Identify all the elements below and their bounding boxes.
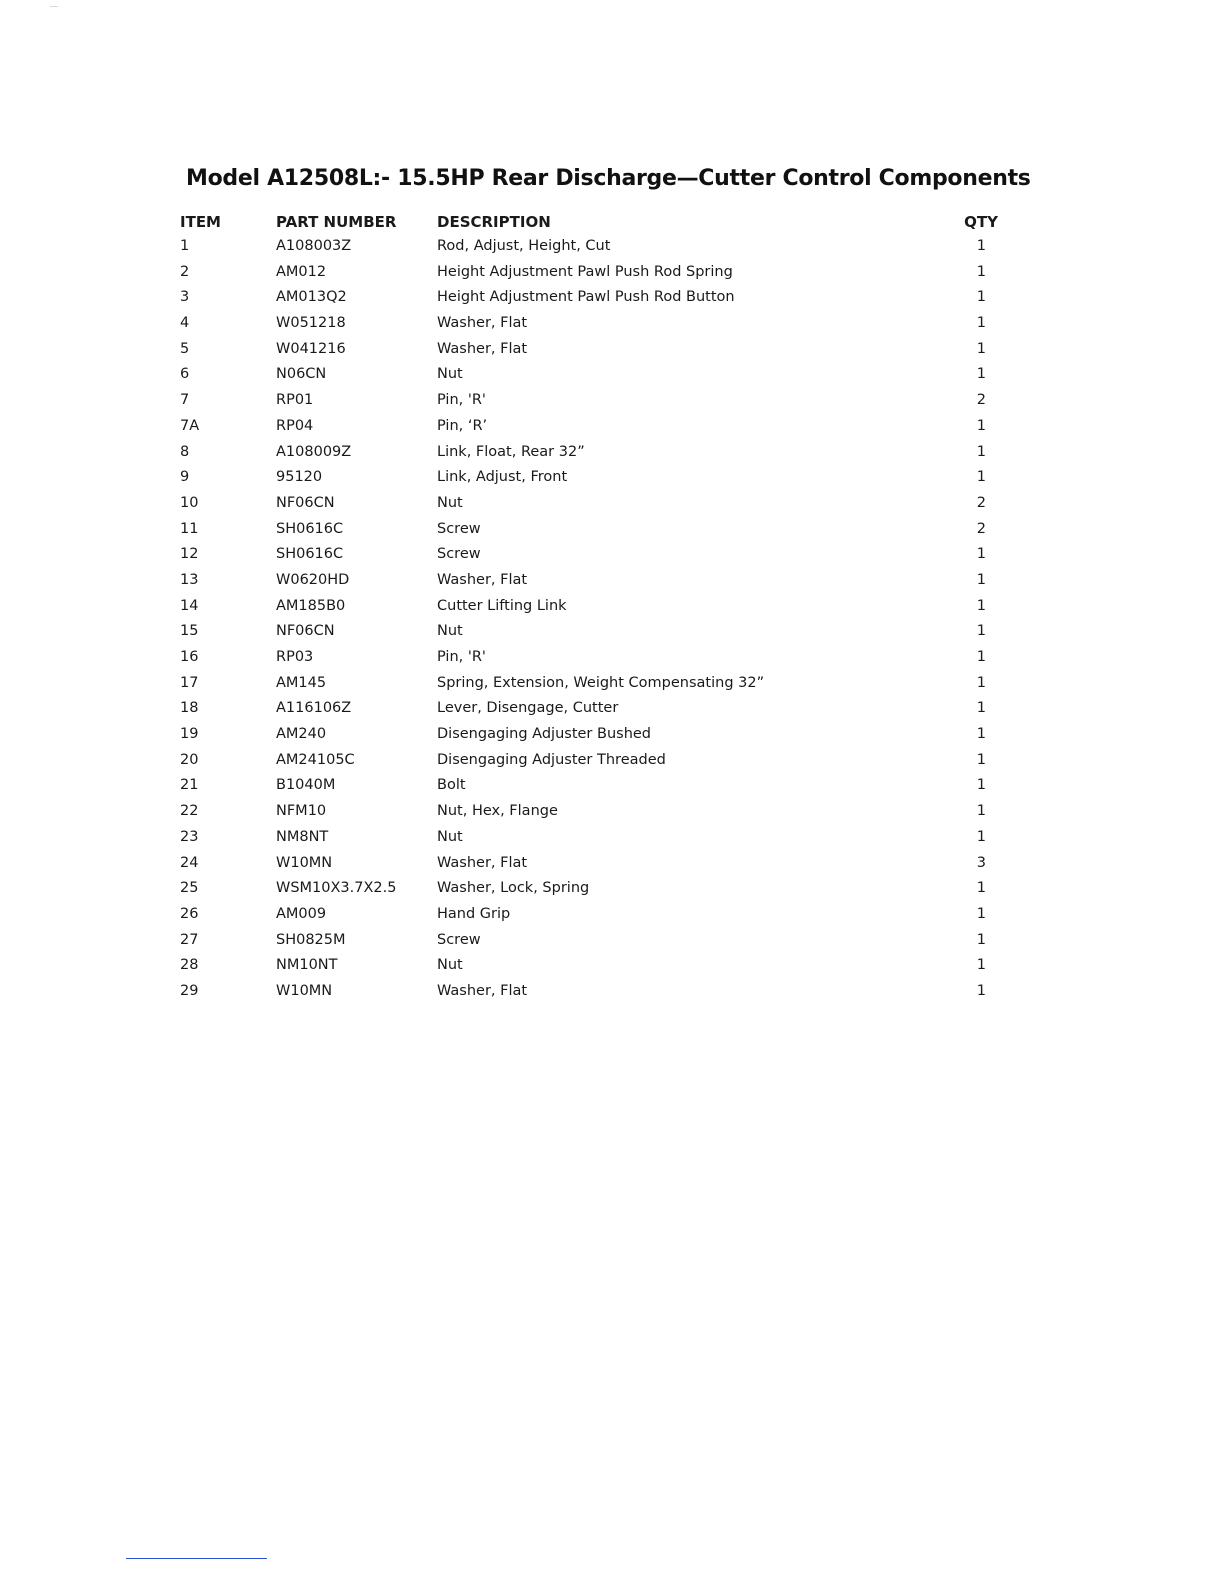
table-row [180, 696, 1000, 722]
table-row [180, 748, 1000, 774]
item-cell: 1 [180, 238, 190, 254]
description-cell: Spring, Extension, Weight Compensating 32” [437, 674, 765, 691]
column-header-item: ITEM [180, 213, 221, 231]
qty-cell: 1 [976, 751, 986, 768]
item-cell: 7 [180, 392, 190, 409]
item-cell: 22 [180, 803, 199, 820]
description-cell: Hand Grip [437, 905, 511, 922]
qty-cell: 1 [976, 469, 986, 486]
part-number-cell: W10MN [276, 854, 333, 871]
description-cell: Link, Float, Rear 32” [437, 443, 585, 460]
qty-cell: 1 [976, 340, 986, 357]
item-cell: 15 [180, 623, 199, 640]
description-cell: Pin, 'R' [437, 649, 486, 665]
table-row [180, 465, 1000, 491]
table-row [180, 311, 1000, 337]
qty-cell: 2 [976, 520, 986, 537]
item-cell: 10 [180, 494, 199, 511]
part-number-cell: SH0616C [276, 520, 344, 537]
description-cell: Nut [437, 828, 463, 845]
qty-cell: 1 [976, 289, 986, 306]
description-cell: Height Adjustment Pawl Push Rod Button [437, 289, 735, 306]
item-cell: 4 [180, 315, 190, 332]
item-cell: 2 [180, 263, 190, 280]
description-cell: Washer, Flat [437, 315, 528, 332]
part-number-cell: RP03 [276, 649, 314, 665]
qty-cell: 1 [976, 777, 986, 794]
description-cell: Washer, Flat [437, 982, 528, 999]
qty-cell: 1 [976, 649, 986, 665]
item-cell: 8 [180, 443, 190, 460]
description-cell: Height Adjustment Pawl Push Rod Spring [437, 263, 733, 280]
part-number-cell: AM012 [276, 263, 327, 280]
item-cell: 23 [180, 828, 199, 845]
table-row [180, 799, 1000, 825]
description-cell: Screw [437, 520, 481, 537]
item-cell: 17 [180, 674, 199, 691]
qty-cell: 1 [976, 571, 986, 588]
part-number-cell: 95120 [276, 469, 323, 486]
item-cell: 28 [180, 957, 199, 974]
item-cell: 25 [180, 880, 199, 897]
item-cell: 14 [180, 597, 199, 614]
table-row [180, 594, 1000, 620]
table-row [180, 876, 1000, 902]
page-title: Model A12508L:- 15.5HP Rear Discharge—Cutter Control Components [186, 166, 1031, 191]
part-number-cell: AM24105C [276, 751, 355, 768]
part-number-cell: AM145 [276, 674, 327, 691]
part-number-cell: AM013Q2 [276, 289, 347, 306]
part-number-cell: AM185B0 [276, 597, 346, 614]
description-cell: Nut [437, 366, 463, 383]
part-number-cell: A108009Z [276, 443, 352, 460]
item-cell: 29 [180, 982, 199, 999]
part-number-cell: RP04 [276, 417, 314, 434]
description-cell: Bolt [437, 777, 466, 794]
table-row [180, 953, 1000, 979]
qty-cell: 2 [976, 494, 986, 511]
part-number-cell: NFM10 [276, 803, 327, 820]
part-number-cell: SH0616C [276, 546, 344, 563]
table-row [180, 285, 1000, 311]
table-row [180, 517, 1000, 543]
table-row [180, 491, 1000, 517]
item-cell: 13 [180, 571, 199, 588]
description-cell: Nut [437, 957, 463, 974]
item-cell: 24 [180, 854, 199, 871]
qty-cell: 1 [976, 417, 986, 434]
item-cell: 11 [180, 520, 199, 537]
description-cell: Washer, Flat [437, 571, 528, 588]
table-row [180, 851, 1000, 877]
description-cell: Screw [437, 931, 481, 948]
description-cell: Lever, Disengage, Cutter [437, 700, 619, 717]
qty-cell: 1 [976, 443, 986, 460]
item-cell: 7A [180, 417, 200, 434]
column-header-qty: QTY [964, 213, 998, 231]
qty-cell: 1 [976, 238, 986, 254]
description-cell: Washer, Flat [437, 340, 528, 357]
footer-rule [126, 1558, 267, 1559]
item-cell: 3 [180, 289, 190, 306]
table-row [180, 337, 1000, 363]
table-row [180, 568, 1000, 594]
qty-cell: 1 [976, 803, 986, 820]
item-cell: 16 [180, 649, 199, 665]
table-row [180, 234, 1000, 260]
item-cell: 20 [180, 751, 199, 768]
table-row [180, 542, 1000, 568]
item-cell: 6 [180, 366, 190, 383]
part-number-cell: A108003Z [276, 238, 352, 254]
column-header-part-number: PART NUMBER [276, 213, 397, 231]
qty-cell: 1 [976, 905, 986, 922]
table-row [180, 979, 1000, 1005]
table-row [180, 260, 1000, 286]
column-header-description: DESCRIPTION [437, 213, 551, 231]
description-cell: Pin, ‘R’ [437, 417, 488, 434]
qty-cell: 1 [976, 880, 986, 897]
item-cell: 18 [180, 700, 199, 717]
table-row [180, 902, 1000, 928]
table-body [180, 234, 1000, 1005]
qty-cell: 3 [976, 854, 986, 871]
table-row [180, 645, 1000, 671]
part-number-cell: B1040M [276, 777, 336, 794]
part-number-cell: A116106Z [276, 700, 352, 717]
part-number-cell: SH0825M [276, 931, 346, 948]
part-number-cell: W051218 [276, 315, 346, 332]
description-cell: Cutter Lifting Link [437, 597, 567, 614]
part-number-cell: AM240 [276, 726, 327, 743]
part-number-cell: NM8NT [276, 828, 329, 845]
scan-mark [50, 6, 58, 7]
qty-cell: 1 [976, 674, 986, 691]
part-number-cell: NF06CN [276, 623, 335, 640]
part-number-cell: NF06CN [276, 494, 335, 511]
table-row [180, 388, 1000, 414]
qty-cell: 1 [976, 931, 986, 948]
description-cell: Screw [437, 546, 481, 563]
description-cell: Disengaging Adjuster Threaded [437, 751, 666, 768]
part-number-cell: NM10NT [276, 957, 338, 974]
description-cell: Pin, 'R' [437, 392, 486, 409]
description-cell: Nut, Hex, Flange [437, 803, 558, 820]
qty-cell: 1 [976, 700, 986, 717]
item-cell: 26 [180, 905, 199, 922]
qty-cell: 1 [976, 828, 986, 845]
qty-cell: 1 [976, 957, 986, 974]
item-cell: 5 [180, 340, 190, 357]
qty-cell: 1 [976, 366, 986, 383]
table-header-row [180, 210, 1000, 234]
qty-cell: 1 [976, 315, 986, 332]
part-number-cell: WSM10X3.7X2.5 [276, 880, 397, 897]
table-row [180, 414, 1000, 440]
table-row [180, 362, 1000, 388]
table-row [180, 928, 1000, 954]
parts-table [180, 210, 1000, 1005]
item-cell: 9 [180, 469, 190, 486]
description-cell: Washer, Flat [437, 854, 528, 871]
description-cell: Washer, Lock, Spring [437, 880, 590, 897]
qty-cell: 1 [976, 726, 986, 743]
description-cell: Link, Adjust, Front [437, 469, 568, 486]
part-number-cell: N06CN [276, 366, 327, 383]
table-row [180, 671, 1000, 697]
part-number-cell: AM009 [276, 905, 327, 922]
description-cell: Nut [437, 623, 463, 640]
qty-cell: 1 [976, 623, 986, 640]
part-number-cell: RP01 [276, 392, 314, 409]
qty-cell: 1 [976, 263, 986, 280]
description-cell: Disengaging Adjuster Bushed [437, 726, 652, 743]
qty-cell: 2 [976, 392, 986, 409]
table-row [180, 773, 1000, 799]
part-number-cell: W10MN [276, 982, 333, 999]
table-row [180, 619, 1000, 645]
item-cell: 21 [180, 777, 199, 794]
qty-cell: 1 [976, 982, 986, 999]
table-row [180, 440, 1000, 466]
description-cell: Nut [437, 494, 463, 511]
item-cell: 12 [180, 546, 199, 563]
item-cell: 19 [180, 726, 199, 743]
qty-cell: 1 [976, 546, 986, 563]
qty-cell: 1 [976, 597, 986, 614]
table-row [180, 722, 1000, 748]
description-cell: Rod, Adjust, Height, Cut [437, 238, 611, 254]
part-number-cell: W0620HD [276, 571, 350, 588]
table-row [180, 825, 1000, 851]
item-cell: 27 [180, 931, 199, 948]
part-number-cell: W041216 [276, 340, 346, 357]
